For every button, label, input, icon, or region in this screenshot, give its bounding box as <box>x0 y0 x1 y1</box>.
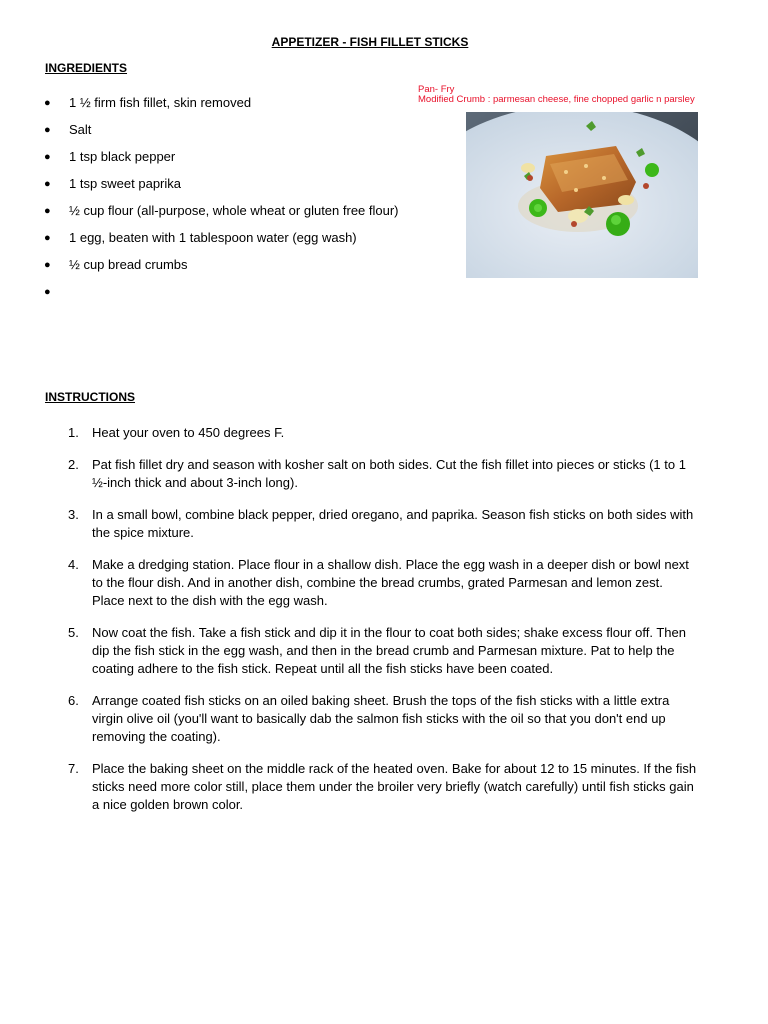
step-text: Place the baking sheet on the middle rack of the heated oven. Bake for about 12 to 15 minutes. If the fish sticks need more color still, place them under the broiler very briefly (watch carefully) until fish sticks gain a nice golden brown color. <box>92 761 697 812</box>
ingredient-item: ● 1 tsp sweet paprika <box>44 176 182 191</box>
step-number: 7. <box>68 761 79 776</box>
ingredient-item: ● ½ cup bread crumbs <box>44 257 188 272</box>
step-text: Heat your oven to 450 degrees F. <box>92 425 285 440</box>
instructions-heading: INSTRUCTIONS <box>45 390 135 404</box>
instruction-step <box>68 760 698 814</box>
step-number: 3. <box>68 507 79 522</box>
instruction-step <box>68 456 698 492</box>
step-number: 2. <box>68 457 79 472</box>
recipe-title: APPETIZER - FISH FILLET STICKS <box>271 35 469 49</box>
step-text: Pat fish fillet dry and season with kosher salt on both sides. Cut the fish fillet into pieces or sticks (1 to 1 ½-inch thick and about 3-inch long). <box>92 457 686 490</box>
ingredient-item: ● 1 egg, beaten with 1 tablespoon water (egg wash) <box>44 230 357 245</box>
bullet-icon: ● <box>44 151 51 163</box>
instruction-step <box>68 692 698 746</box>
step-text: Now coat the fish. Take a fish stick and dip it in the flour to coat both sides; shake excess flour off. Then dip the fish stick in the egg wash, and then in the bread crumb and Parmesan mixture. Pat to help the coating adhere to the fish stick. Repeat until all the fish sticks have been coated. <box>92 625 686 676</box>
step-number: 4. <box>68 557 79 572</box>
step-text: Make a dredging station. Place flour in a shallow dish. Place the egg wash in a deeper dish or bowl next to the flour dish. And in another dish, combine the bread crumbs, grated Parmesan and lemon zest. Place next to the dish with the egg wash. <box>92 557 689 608</box>
step-text: Arrange coated fish sticks on an oiled baking sheet. Brush the tops of the fish sticks with a little extra virgin olive oil (you'll want to basically dab the salmon fish sticks with the oil so that you don't end up removing the coating). <box>92 693 670 744</box>
bullet-icon: ● <box>44 259 51 271</box>
instructions-list <box>68 424 698 828</box>
ingredient-item: ● 1 tsp black pepper <box>44 149 176 164</box>
step-number: 1. <box>68 425 79 440</box>
bullet-icon: ● <box>44 124 51 136</box>
ingredient-item: ● 1 ½ firm fish fillet, skin removed <box>44 95 252 110</box>
ingredients-list <box>40 95 399 311</box>
step-number: 5. <box>68 625 79 640</box>
instruction-step <box>68 506 698 542</box>
instruction-step <box>68 624 698 678</box>
step-number: 6. <box>68 693 79 708</box>
note-crumb: Modified Crumb : parmesan cheese, fine chopped garlic n parsley <box>418 94 695 105</box>
bullet-icon: ● <box>44 97 51 109</box>
instruction-step <box>68 556 698 610</box>
step-text: In a small bowl, combine black pepper, dried oregano, and paprika. Season fish sticks on both sides with the spice mixture. <box>92 507 694 540</box>
note-method: Pan- Fry <box>418 84 455 95</box>
dish-photo <box>466 112 698 278</box>
bullet-icon: ● <box>44 232 51 244</box>
ingredient-item: ● Salt <box>44 122 92 137</box>
plated-fish-image <box>466 112 698 278</box>
bullet-icon: ● <box>44 205 51 217</box>
bullet-icon: ● <box>44 178 51 190</box>
pan-fry-note <box>418 85 695 105</box>
ingredient-item-empty <box>40 284 399 311</box>
instruction-step <box>68 424 698 442</box>
ingredients-heading: INGREDIENTS <box>45 61 128 75</box>
bullet-icon: ● <box>44 286 51 298</box>
ingredient-item: ● ½ cup flour (all-purpose, whole wheat or gluten free flour) <box>44 203 399 218</box>
